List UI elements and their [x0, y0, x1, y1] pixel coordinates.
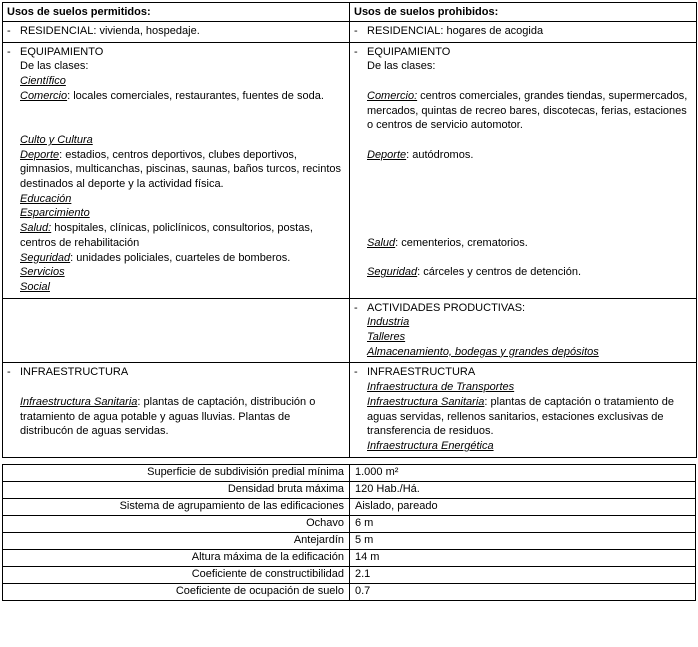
text-run: Talleres — [367, 331, 406, 344]
text-run: ACTIVIDADES PRODUCTIVAS: — [367, 301, 526, 314]
text-run: Industria — [367, 316, 410, 329]
paragraph — [354, 439, 692, 454]
blank-line — [354, 162, 692, 177]
param-value: 2.1 — [350, 566, 696, 583]
list-dash: - — [354, 45, 358, 58]
param-label: Antejardín — [3, 532, 350, 549]
text-run: Salud: — [20, 222, 52, 235]
param-value: Aislado, pareado — [350, 498, 696, 515]
usage-row-residencial — [3, 22, 697, 43]
blank-line — [7, 380, 345, 395]
paragraph — [354, 24, 692, 39]
productivas-right-cell — [350, 298, 697, 363]
blank-line — [354, 206, 692, 221]
text-run: Social — [20, 280, 50, 293]
param-value: 0.7 — [350, 583, 696, 600]
param-label: Densidad bruta máxima — [3, 481, 350, 498]
param-row — [3, 464, 696, 481]
infraestructura-right-cell — [350, 363, 697, 457]
text-run: RESIDENCIAL: hogares de acogida — [367, 25, 544, 37]
paragraph — [7, 265, 345, 280]
text-run: INFRAESTRUCTURA — [367, 366, 476, 379]
list-dash: - — [354, 366, 358, 379]
paragraph — [354, 345, 692, 360]
urban-params-table — [2, 464, 696, 601]
text-run: : cementerios, crematorios. — [395, 236, 528, 249]
paragraph — [354, 365, 692, 380]
list-dash: - — [354, 25, 358, 37]
text-run: Científico — [20, 75, 66, 88]
equipamiento-right-cell — [350, 42, 697, 298]
param-value: 6 m — [350, 515, 696, 532]
usage-row-equipamiento — [3, 42, 697, 298]
param-row — [3, 481, 696, 498]
text-run: Seguridad — [20, 251, 71, 264]
param-label: Coeficiente de constructibilidad — [3, 566, 350, 583]
paragraph — [354, 330, 692, 345]
paragraph — [7, 133, 345, 148]
usage-row-infraestructura — [3, 363, 697, 457]
list-dash: - — [354, 301, 358, 314]
paragraph — [7, 89, 345, 104]
blank-line — [354, 251, 692, 266]
text-run: Esparcimiento — [20, 207, 90, 220]
text-run: Infraestructura Sanitaria — [367, 395, 485, 408]
text-run: : unidades policiales, cuarteles de bomberos. — [70, 251, 291, 264]
param-row — [3, 532, 696, 549]
land-use-header-row — [3, 3, 697, 22]
list-dash: - — [7, 366, 11, 379]
permitted-uses-header: Usos de suelos permitidos: — [3, 3, 350, 22]
text-run: centros comerciales, grandes tiendas, supermercados, mercados, quintas de recreo bares, discotecas, ferias, estaciones o centros de servicio automotor. — [367, 89, 688, 132]
productivas-left-cell — [3, 298, 350, 363]
prohibited-uses-header: Usos de suelos prohibidos: — [350, 3, 697, 22]
blank-line — [7, 104, 345, 119]
blank-line — [354, 221, 692, 236]
list-dash: - — [7, 25, 11, 37]
text-run: Almacenamiento, bodegas y grandes depósitos — [367, 345, 599, 358]
paragraph — [354, 265, 692, 280]
equipamiento-left-cell — [3, 42, 350, 298]
paragraph — [7, 74, 345, 89]
paragraph — [7, 45, 345, 60]
text-run: Comercio: — [367, 89, 418, 102]
text-run: Culto y Cultura — [20, 133, 93, 146]
paragraph — [7, 192, 345, 207]
blank-line — [354, 177, 692, 192]
paragraph — [354, 45, 692, 60]
param-value: 120 Hab./Há. — [350, 481, 696, 498]
paragraph — [7, 206, 345, 221]
paragraph — [7, 365, 345, 380]
paragraph — [7, 251, 345, 266]
blank-line — [354, 192, 692, 207]
usage-row-productivas — [3, 298, 697, 363]
text-run: De las clases: — [367, 60, 436, 73]
paragraph — [354, 148, 692, 163]
text-run: : autódromos. — [406, 148, 474, 161]
blank-line — [354, 133, 692, 148]
param-value: 14 m — [350, 549, 696, 566]
blank-line — [354, 74, 692, 89]
param-row — [3, 549, 696, 566]
text-run: : estadios, centros deportivos, clubes deportivos, gimnasios, multicanchas, piscinas, saunas, baños turcos, recintos destinados al deporte y la actividad física. — [20, 148, 341, 191]
paragraph — [7, 280, 345, 295]
paragraph — [354, 315, 692, 330]
text-run: : locales comerciales, restaurantes, fuentes de soda. — [67, 89, 324, 102]
param-label: Ochavo — [3, 515, 350, 532]
text-run: : plantas de captación, distribución o tratamiento de agua potable y aguas lluvias. Plantas de distribucón de aguas servidas. — [20, 395, 316, 438]
text-run: : cárceles y centros de detención. — [417, 266, 582, 279]
param-label: Coeficiente de ocupación de suelo — [3, 583, 350, 600]
text-run: Deporte — [20, 148, 60, 161]
param-value: 1.000 m² — [350, 464, 696, 481]
text-run: Servicios — [20, 266, 65, 279]
text-run: EQUIPAMIENTO — [20, 45, 104, 58]
residencial-right-cell — [350, 22, 697, 43]
param-label: Sistema de agrupamiento de las edificaciones — [3, 498, 350, 515]
paragraph — [7, 221, 345, 250]
paragraph — [7, 24, 345, 39]
text-run: : plantas de captación o tratamiento de aguas servidas, rellenos sanitarios, estaciones exclusivas de transferencia de residuos. — [367, 395, 674, 438]
text-run: Deporte — [367, 148, 407, 161]
text-run: RESIDENCIAL: vivienda, hospedaje. — [20, 25, 200, 37]
residencial-left-cell — [3, 22, 350, 43]
paragraph — [7, 148, 345, 192]
text-run: Infraestructura Energética — [367, 439, 494, 452]
paragraph — [354, 236, 692, 251]
paragraph — [7, 59, 345, 74]
paragraph — [354, 301, 692, 316]
paragraph — [354, 380, 692, 395]
blank-line — [7, 118, 345, 133]
text-run: Salud — [367, 236, 396, 249]
param-row — [3, 566, 696, 583]
paragraph — [354, 59, 692, 74]
param-row — [3, 515, 696, 532]
param-label: Altura máxima de la edificación — [3, 549, 350, 566]
text-run: Seguridad — [367, 266, 418, 279]
param-row — [3, 498, 696, 515]
text-run: Infraestructura de Transportes — [367, 381, 515, 394]
paragraph — [354, 89, 692, 133]
land-use-table — [2, 2, 697, 458]
text-run: Educación — [20, 192, 72, 205]
text-run: De las clases: — [20, 60, 89, 73]
text-run: Comercio — [20, 89, 68, 102]
param-value: 5 m — [350, 532, 696, 549]
infraestructura-left-cell — [3, 363, 350, 457]
paragraph — [7, 395, 345, 439]
param-row — [3, 583, 696, 600]
text-run: Infraestructura Sanitaria — [20, 395, 138, 408]
text-run: hospitales, clínicas, policlínicos, consultorios, postas, centros de rehabilitación — [20, 222, 313, 249]
text-run: INFRAESTRUCTURA — [20, 366, 129, 379]
param-label: Superficie de subdivisión predial mínima — [3, 464, 350, 481]
list-dash: - — [7, 45, 11, 58]
paragraph — [354, 395, 692, 439]
text-run: EQUIPAMIENTO — [367, 45, 451, 58]
